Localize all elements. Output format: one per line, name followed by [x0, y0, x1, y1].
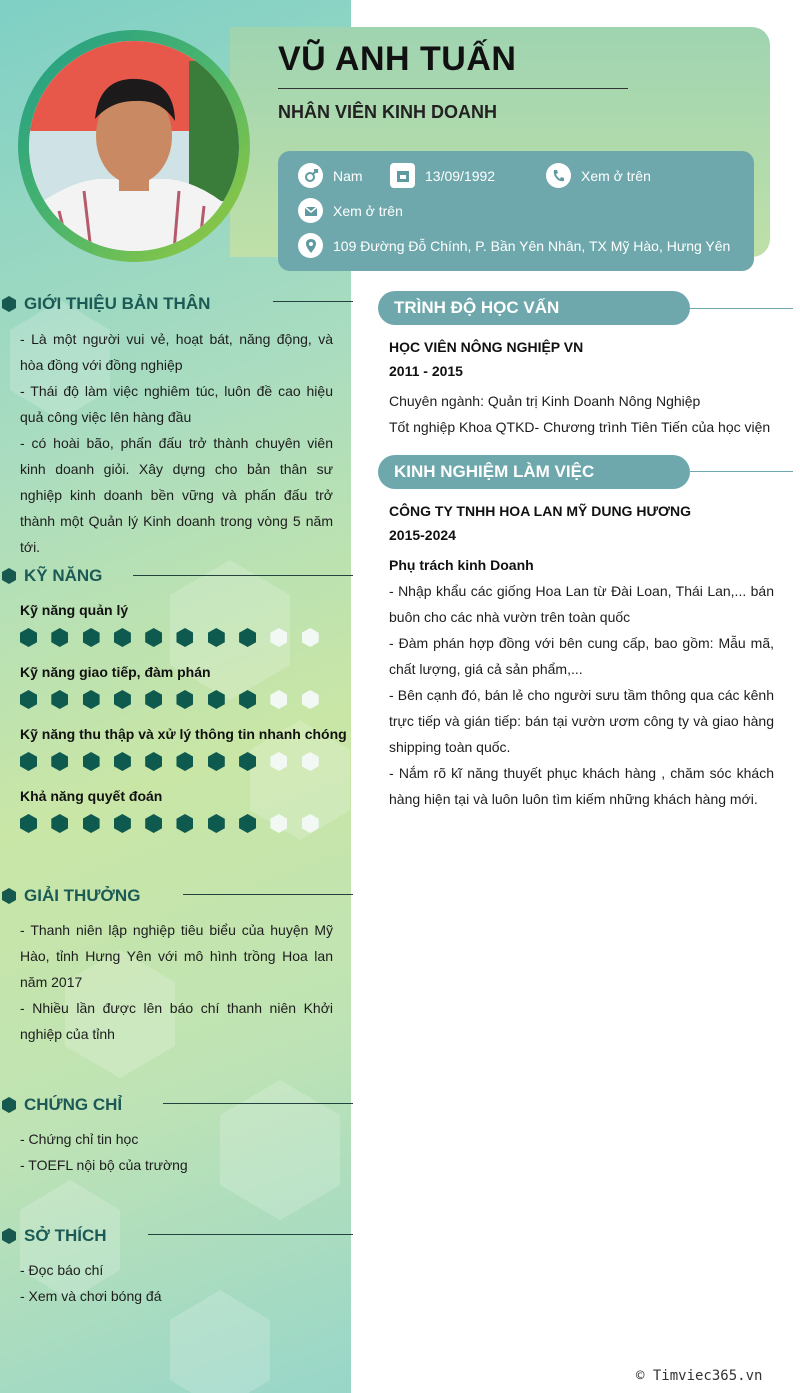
skill-dot-filled [83, 628, 100, 647]
skill-dot-filled [83, 814, 100, 833]
skill-dot-empty [270, 752, 287, 771]
skill-dot-filled [51, 814, 68, 833]
avatar [29, 41, 239, 251]
skill-dot-filled [176, 690, 193, 709]
gender-icon [298, 163, 323, 188]
hexagon-bullet-icon [2, 888, 16, 904]
awards-text [20, 917, 333, 1047]
skill-dot-filled [145, 752, 162, 771]
skill-dot-filled [51, 690, 68, 709]
skill-dot-filled [239, 628, 256, 647]
experience-role: Phụ trách kinh Doanh [389, 557, 534, 573]
skill-dot-empty [302, 752, 319, 771]
certificate-line: - Chứng chỉ tin học [20, 1131, 139, 1147]
about-line: - Là một người vui vẻ, hoạt bát, năng động, và hòa đồng với đồng nghiệp [20, 331, 333, 373]
skill-dot-filled [83, 690, 100, 709]
about-title-text: GIỚI THIỆU BẢN THÂN [24, 294, 211, 313]
email-icon [298, 198, 323, 223]
skill-dot-filled [145, 690, 162, 709]
awards-title-text: GIẢI THƯỞNG [24, 886, 141, 905]
skill-dot-filled [176, 628, 193, 647]
certificates-section-title [2, 1095, 122, 1115]
hobbies-title-line [148, 1234, 353, 1235]
skill-dot-filled [176, 814, 193, 833]
skill-rating [20, 690, 333, 709]
gender-value: Nam [333, 167, 363, 184]
skill-dot-filled [20, 752, 37, 771]
hexagon-bullet-icon [2, 1097, 16, 1113]
experience-line: - Đàm phán hợp đồng với bên cung cấp, bao gồm: Mẫu mã, chất lượng, giá cả sản phẩm,... [389, 635, 774, 677]
skill-dot-empty [302, 690, 319, 709]
hobbies-section-title [2, 1226, 107, 1246]
skill-dot-empty [302, 628, 319, 647]
phone-item [546, 163, 651, 188]
email-item [298, 198, 403, 223]
job-title: NHÂN VIÊN KINH DOANH [278, 102, 498, 122]
hobbies-title-text: SỞ THÍCH [24, 1226, 107, 1245]
calendar-icon [390, 163, 415, 188]
education-period: 2011 - 2015 [389, 363, 463, 379]
skill-dot-filled [114, 628, 131, 647]
skills-title-text: KỸ NĂNG [24, 566, 103, 585]
skill-dot-filled [51, 628, 68, 647]
company-name: CÔNG TY TNHH HOA LAN MỸ DUNG HƯƠNG [389, 503, 691, 519]
skill-dot-filled [83, 752, 100, 771]
hexagon-bullet-icon [2, 296, 16, 312]
education-section-title: TRÌNH ĐỘ HỌC VẤN [378, 291, 690, 325]
experience-section-title: KINH NGHIỆM LÀM VIỆC [378, 455, 690, 489]
hobby-line: - Xem và chơi bóng đá [20, 1288, 162, 1304]
skill-dot-filled [145, 814, 162, 833]
experience-line: - Bên cạnh đó, bán lẻ cho người sưu tầm thông qua các kênh trực tiếp và gián tiếp: bán tại vườn ươm công ty và giao hàng shipping toàn quốc. [389, 687, 774, 755]
name-underline [278, 88, 628, 89]
skill-dot-filled [114, 752, 131, 771]
footer-credit: © Timviec365.vn [636, 1368, 763, 1384]
awards-section-title [2, 886, 140, 906]
skill-rating [20, 628, 333, 647]
skill-dot-filled [20, 690, 37, 709]
about-title-line [273, 301, 353, 302]
education-title-line [690, 308, 793, 309]
hobby-line: - Đọc báo chí [20, 1262, 104, 1278]
experience-title-line [690, 471, 793, 472]
gender-item [298, 163, 363, 188]
experience-period: 2015-2024 [389, 527, 456, 543]
skill-dot-filled [208, 628, 225, 647]
skill-dot-empty [270, 628, 287, 647]
skill-name: Kỹ năng giao tiếp, đàm phán [20, 664, 211, 680]
hexagon-bullet-icon [2, 568, 16, 584]
skill-name: Khả năng quyết đoán [20, 788, 163, 804]
skill-dot-filled [20, 628, 37, 647]
hexagon-bullet-icon [2, 1228, 16, 1244]
education-note: Tốt nghiệp Khoa QTKD- Chương trình Tiên Tiến của học viện [389, 419, 771, 435]
skill-dot-filled [239, 752, 256, 771]
skills-title-line [133, 575, 353, 576]
phone-icon [546, 163, 571, 188]
experience-line: - Nhập khẩu các giống Hoa Lan từ Đài Loan, Thái Lan,... bán buôn cho các nhà vườn trên toàn quốc [389, 583, 774, 625]
skill-dot-filled [145, 628, 162, 647]
certificates-text [20, 1126, 333, 1178]
birthday-value: 13/09/1992 [425, 167, 496, 184]
skill-name: Kỹ năng quản lý [20, 602, 129, 618]
skill-dot-filled [114, 690, 131, 709]
education-major: Chuyên ngành: Quản trị Kinh Doanh Nông Nghiệp [389, 393, 701, 409]
phone-value: Xem ở trên [581, 167, 651, 184]
skill-dot-filled [114, 814, 131, 833]
contact-info-box [278, 151, 754, 271]
skill-dot-filled [51, 752, 68, 771]
skill-dot-filled [208, 814, 225, 833]
experience-text [389, 578, 774, 812]
candidate-name: VŨ ANH TUẤN [278, 40, 517, 78]
school-name: HỌC VIÊN NÔNG NGHIỆP VN [389, 339, 584, 355]
awards-title-line [183, 894, 353, 895]
skill-rating [20, 814, 333, 833]
location-icon [298, 233, 323, 258]
address-item [298, 233, 730, 258]
award-line: - Thanh niên lập nghiệp tiêu biểu của huyện Mỹ Hào, tỉnh Hưng Yên với mô hình trồng Hoa lan năm 2017 [20, 922, 333, 990]
skill-dot-empty [270, 690, 287, 709]
skill-dot-empty [270, 814, 287, 833]
about-line: - có hoài bão, phấn đấu trở thành chuyên viên kinh doanh giỏi. Xây dựng cho bản thân sư nghiệp kinh doanh bền vững và phấn đấu trở thành một Quản lý Kinh doanh trong vòng 5 năm tới. [20, 435, 333, 555]
skill-dot-filled [239, 814, 256, 833]
hobbies-text [20, 1257, 333, 1309]
about-line: - Thái độ làm việc nghiêm túc, luôn đề cao hiệu quả công việc lên hàng đầu [20, 383, 333, 425]
skill-dot-filled [239, 690, 256, 709]
award-line: - Nhiều lần được lên báo chí thanh niên Khởi nghiệp của tỉnh [20, 1000, 333, 1042]
about-section-title [2, 294, 210, 314]
address-value: 109 Đường Đỗ Chính, P. Bần Yên Nhân, TX Mỹ Hào, Hưng Yên [333, 237, 731, 254]
skill-dot-filled [208, 752, 225, 771]
avatar-portrait-illustration [29, 41, 239, 251]
birthday-item [390, 163, 495, 188]
skills-section-title [2, 566, 102, 586]
skill-rating [20, 752, 333, 771]
email-value: Xem ở trên [333, 202, 403, 219]
skill-dot-filled [20, 814, 37, 833]
skill-dot-filled [208, 690, 225, 709]
about-text [20, 326, 333, 560]
certificate-line: - TOEFL nội bộ của trường [20, 1157, 188, 1173]
certificates-title-text: CHỨNG CHỈ [24, 1095, 123, 1114]
skill-name: Kỹ năng thu thập và xử lý thông tin nhanh chóng [20, 726, 347, 742]
skill-dot-filled [176, 752, 193, 771]
skill-dot-empty [302, 814, 319, 833]
certificates-title-line [163, 1103, 353, 1104]
experience-line: - Nắm rõ kĩ năng thuyết phục khách hàng , chăm sóc khách hàng hiện tại và luôn luôn tìm kiếm những khách hàng mới. [389, 765, 774, 807]
